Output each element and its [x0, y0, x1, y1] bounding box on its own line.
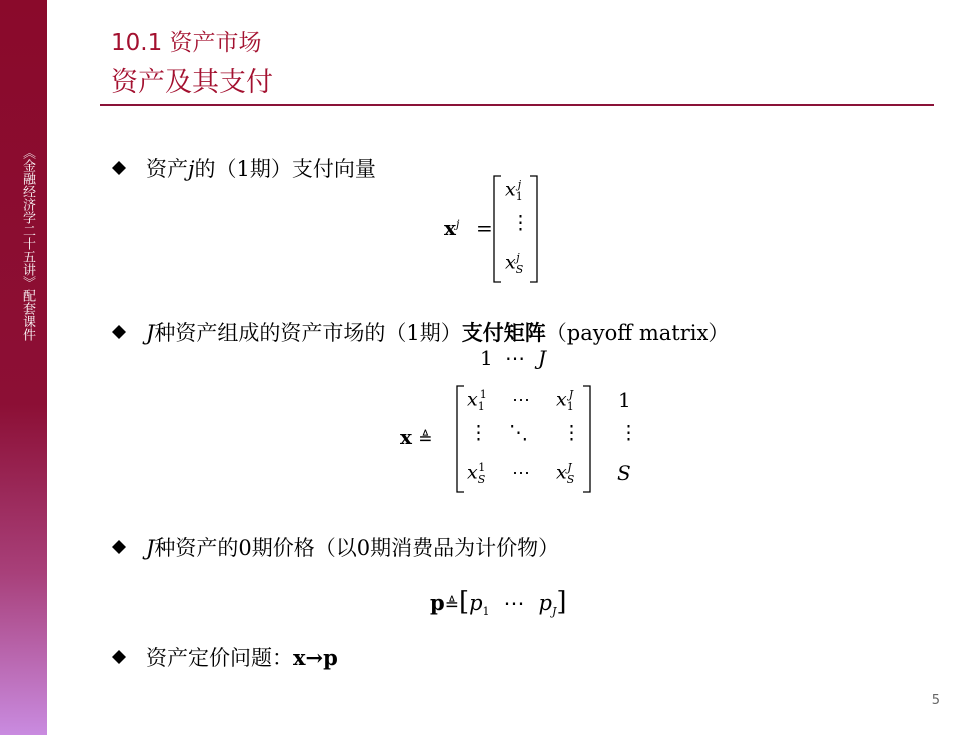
- sidebar-band: [0, 0, 47, 735]
- eq2-lhs: x ≜: [400, 425, 433, 449]
- eq2-row3-dots: ⋯: [512, 463, 530, 484]
- eq2-vdots-right: ⋮: [562, 422, 581, 444]
- eq2-col-label-1: 1: [480, 346, 493, 370]
- eq2-vdots-left: ⋮: [469, 422, 488, 444]
- bullet-3-text: J种资产的0期价格（以0期消费品为计价物）: [146, 536, 560, 560]
- section-heading: 10.1 资产市场: [111, 30, 262, 56]
- slide-title: 资产及其支付: [111, 67, 273, 98]
- eq1-row1: $x_1^j$: [505, 178, 523, 204]
- eq1-vdots: ⋮: [511, 212, 530, 234]
- bullet-1-text: 资产j的（1期）支付向量: [146, 157, 376, 181]
- eq2-row1-dots: ⋯: [512, 390, 530, 411]
- diamond-bullet-icon: [112, 324, 128, 340]
- eq2-row-label-1: 1: [618, 388, 631, 412]
- page-number: 5: [931, 693, 940, 708]
- eq2-row1-colJ: $x_1^J$: [556, 388, 574, 414]
- sidebar-course-title: 《金融经济学二十五讲》配套课件: [20, 146, 35, 341]
- eq2-row3-colJ: $x_S^J$: [556, 461, 575, 487]
- eq2-row1-col1: $x_1^1$: [467, 388, 487, 414]
- title-divider: [100, 104, 934, 106]
- eq2-row-label-vdots: ⋮: [619, 422, 638, 444]
- bullet-4-text: 资产定价问题：x→p: [146, 645, 338, 670]
- eq2-ddots: ⋱: [509, 422, 528, 444]
- bullet-2-text: J种资产组成的资产市场的（1期）支付矩阵（payoff matrix）: [146, 321, 730, 345]
- eq1-equals: =: [476, 216, 493, 240]
- eq2-col-label-J: J: [538, 346, 547, 370]
- diamond-bullet-icon: [112, 160, 128, 176]
- eq2-row-label-S: S: [617, 461, 631, 485]
- eq2-col-label-dots: ⋯: [505, 346, 525, 370]
- eq2-row3-col1: $x_S^1$: [467, 461, 486, 487]
- diamond-bullet-icon: [112, 539, 128, 555]
- diamond-bullet-icon: [112, 649, 128, 665]
- eq3-price-vector: $p≜[p_1$ ⋯ $p_J$]: [430, 587, 567, 619]
- eq1-row3: $x_S^j$: [505, 251, 524, 277]
- eq1-lhs: $x^j$: [444, 216, 460, 240]
